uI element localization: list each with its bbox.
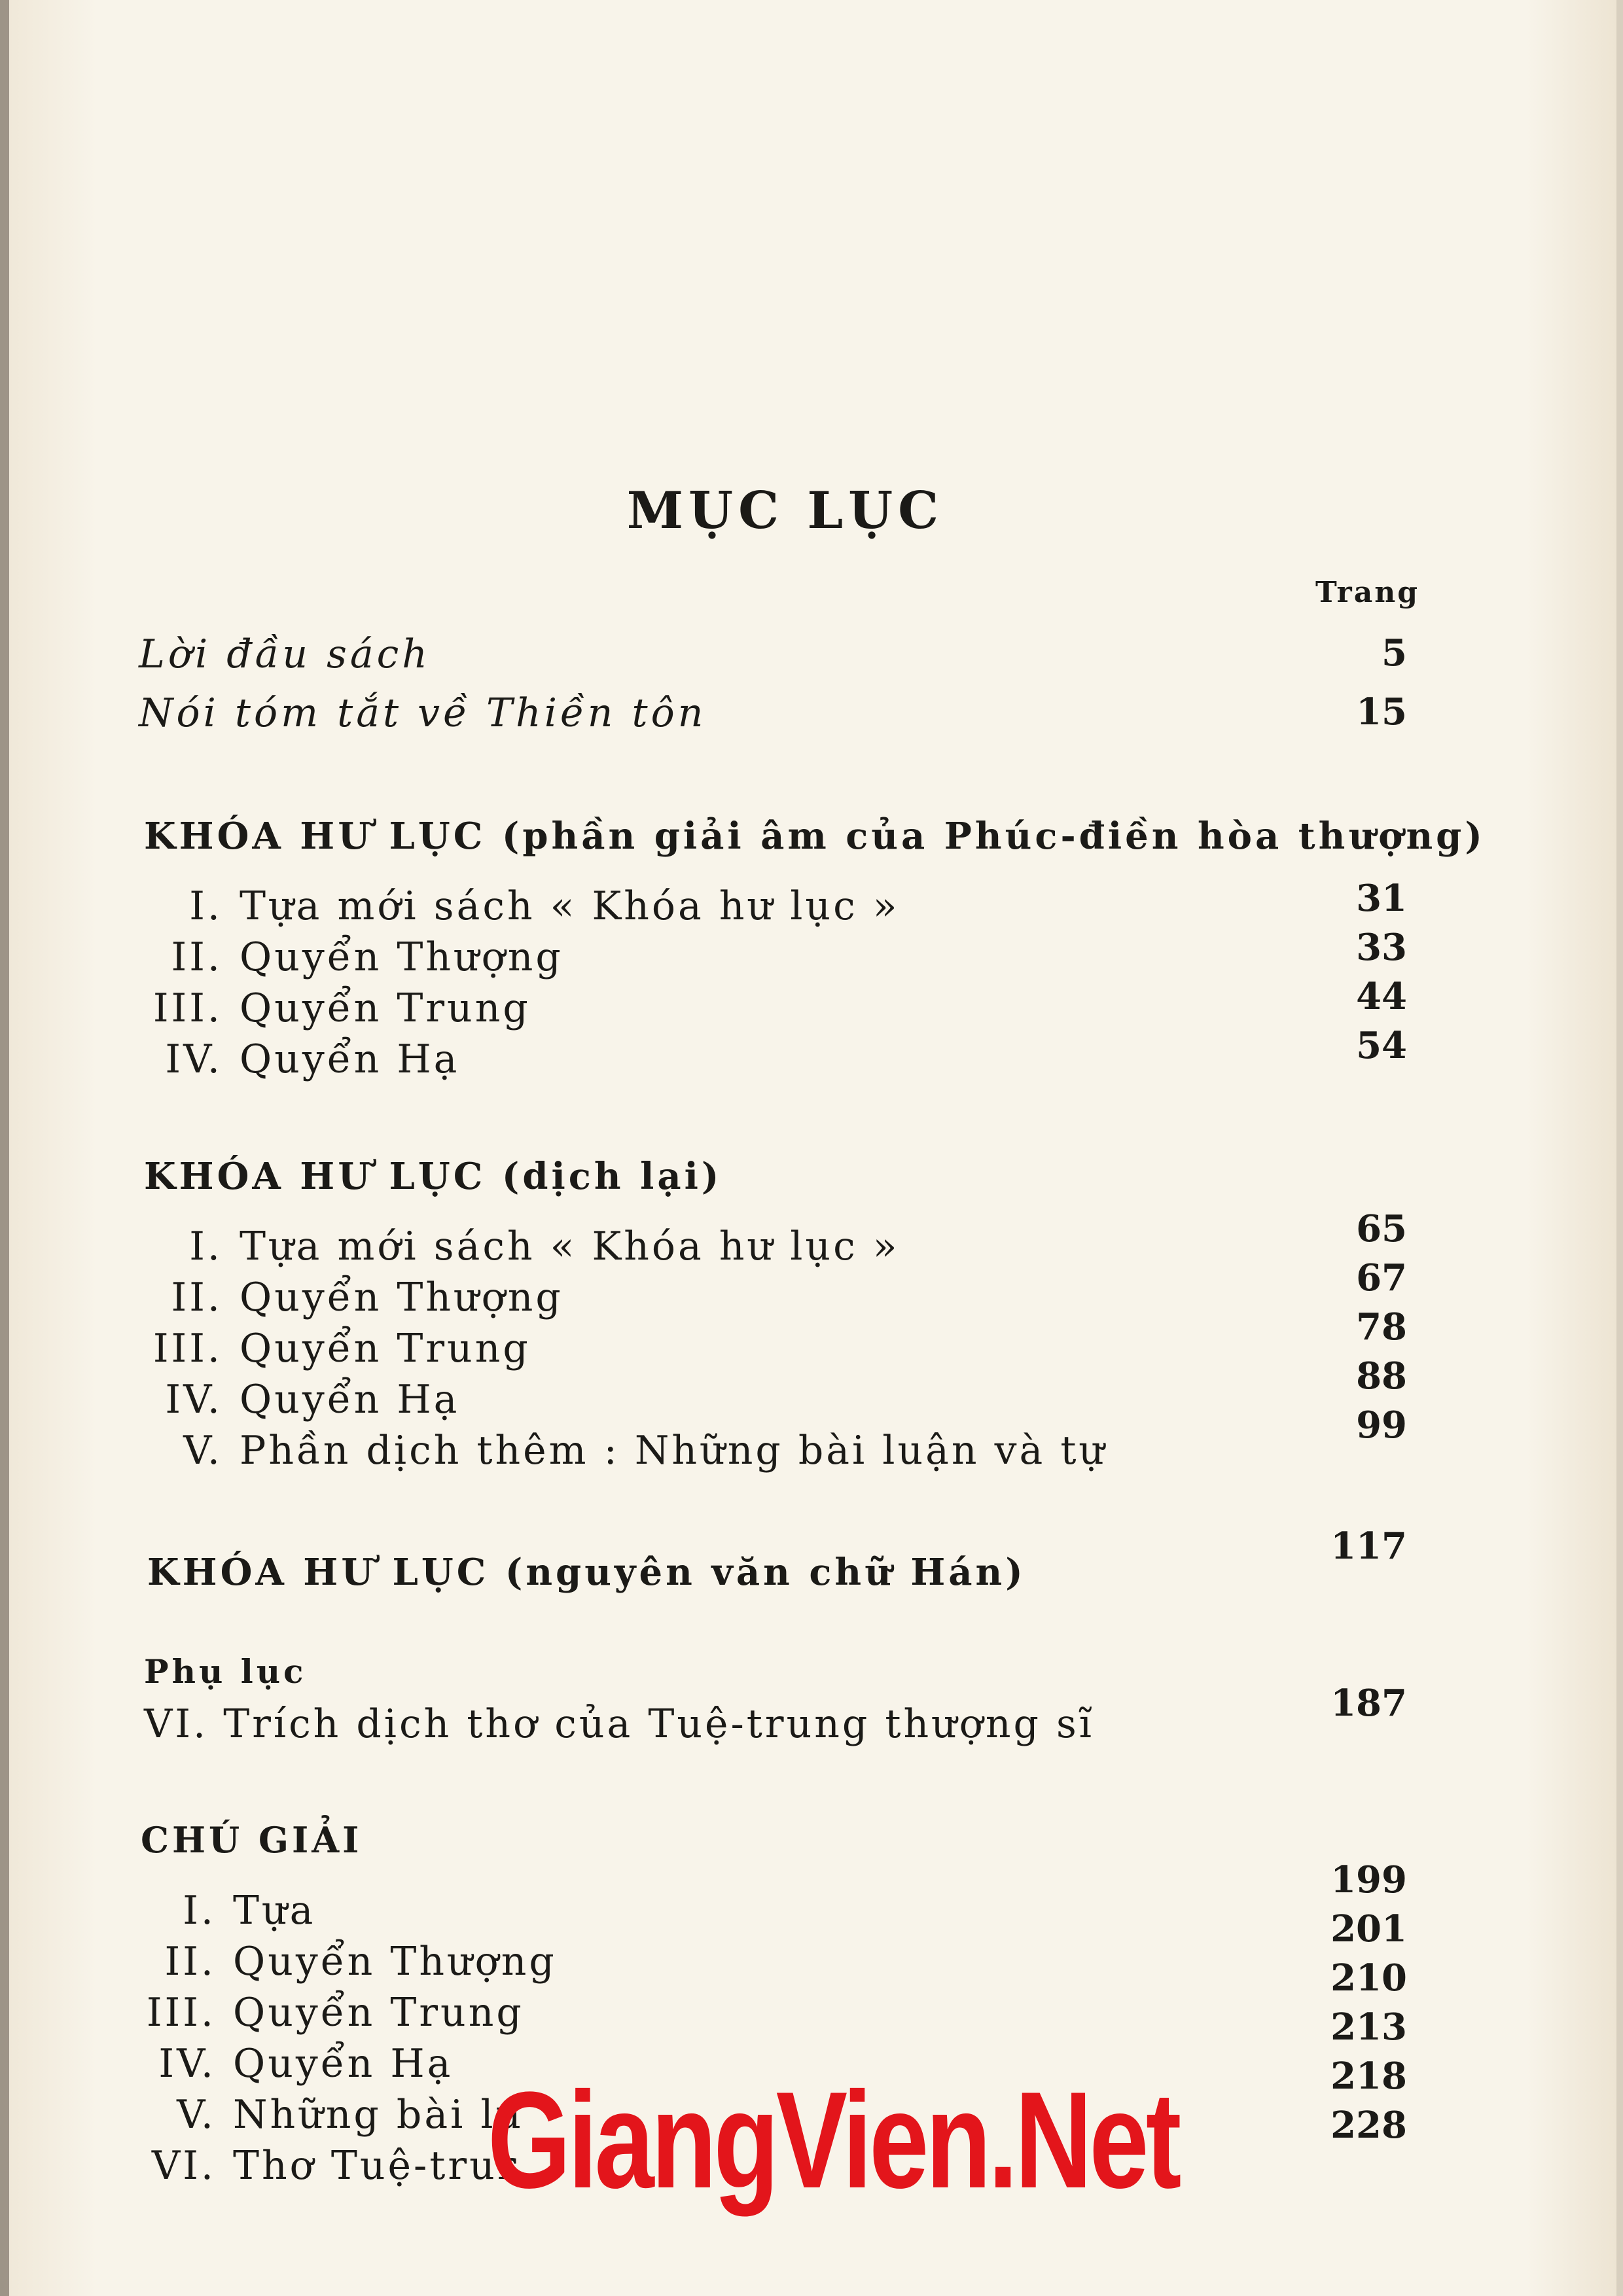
toc-page-s5-1: 199 (1330, 1858, 1407, 1901)
toc-page-intro-2: 15 (1356, 690, 1407, 733)
toc-page-s5-5: 218 (1330, 2055, 1407, 2098)
toc-entry-s1-2: II. Quyển Thượng (171, 934, 563, 980)
toc-page-s2-2: 67 (1356, 1256, 1407, 1299)
toc-entry-s2-3: III. Quyển Trung (152, 1326, 531, 1371)
toc-page-s2-5: 99 (1356, 1404, 1407, 1447)
toc-page-s5-4: 213 (1330, 2005, 1407, 2049)
toc-entry-s5-3: III. Quyển Trung (146, 1990, 524, 2036)
toc-entry-intro-2: Nói tóm tắt về Thiền tôn (139, 690, 707, 736)
section-heading-4: Phụ lục (144, 1652, 307, 1691)
toc-entry-s1-3: III. Quyển Trung (152, 985, 531, 1031)
toc-page-s5-3: 210 (1330, 1956, 1407, 2000)
page-column-header: Trang (1315, 576, 1419, 609)
toc-entry-s5-2: II. Quyển Thượng (164, 1939, 557, 1985)
toc-entry-s1-1: I. Tựa mới sách « Khóa hư lục » (189, 883, 900, 929)
toc-entry-s1-4: IV. Quyển Hạ (165, 1036, 460, 1082)
page-edge-left (0, 0, 9, 2296)
toc-entry-s2-5: V. Phần dịch thêm : Những bài luận và tự (183, 1428, 1107, 1474)
toc-entry-s2-1: I. Tựa mới sách « Khóa hư lục » (189, 1224, 900, 1269)
toc-page-s1-4: 54 (1356, 1024, 1407, 1067)
toc-page-s5-2: 201 (1330, 1907, 1407, 1951)
toc-entry-intro-1: Lời đầu sách (139, 631, 431, 677)
toc-entry-s5-5: V. Những bài lu (177, 2092, 524, 2138)
toc-page-s2-1: 65 (1356, 1207, 1407, 1250)
page-title: MỤC LỤC (626, 481, 944, 540)
section-heading-3: KHÓA HƯ LỤC (nguyên văn chữ Hán) (147, 1551, 1026, 1594)
toc-page-s1-2: 33 (1356, 926, 1407, 969)
toc-entry-s5-6: VI. Thơ Tuệ-trur (151, 2143, 519, 2189)
toc-entry-s5-4: IV. Quyển Hạ (158, 2041, 454, 2087)
section-heading-1: KHÓA HƯ LỤC (phần giải âm của Phúc-điền hòa thượng) (144, 815, 1486, 858)
toc-page-s5-6: 228 (1330, 2104, 1407, 2147)
toc-page-intro-1: 5 (1382, 631, 1407, 675)
toc-page-s2-3: 78 (1356, 1305, 1407, 1349)
toc-page-s1-1: 31 (1356, 877, 1407, 920)
toc-entry-s4-1: VI. Trích dịch thơ của Tuệ-trung thượng sĩ (144, 1701, 1094, 1747)
toc-entry-s2-2: II. Quyển Thượng (171, 1275, 563, 1320)
page-edge-right (1616, 0, 1623, 2296)
toc-page-s1-3: 44 (1356, 975, 1407, 1018)
section-heading-5: CHÚ GIẢI (141, 1819, 363, 1861)
watermark-logo: GiangVien.Net (488, 2063, 1179, 2217)
toc-entry-s5-1: I. Tựa (183, 1888, 316, 1934)
toc-page-s4-1: 187 (1330, 1682, 1407, 1725)
toc-entry-s2-4: IV. Quyển Hạ (165, 1377, 460, 1422)
toc-page-s3: 117 (1330, 1525, 1407, 1568)
section-heading-2: KHÓA HƯ LỤC (dịch lại) (144, 1155, 722, 1198)
toc-page-s2-4: 88 (1356, 1354, 1407, 1398)
